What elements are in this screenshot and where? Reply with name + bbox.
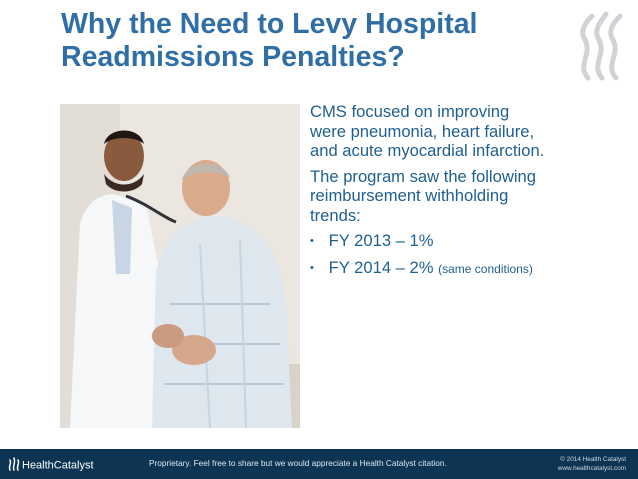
bullet-dot-icon: •: [310, 261, 314, 274]
paragraph-line: The program saw the following: [310, 166, 536, 186]
footer-citation-note: Proprietary. Feel free to share but we would appreciate a Health Catalyst citation.: [149, 458, 447, 468]
bullet-text: FY 2014 – 2%: [328, 257, 434, 277]
bullet-note: (same conditions): [438, 261, 533, 276]
bullet-dot-icon: •: [310, 235, 314, 247]
footer-flame-icon: [8, 457, 20, 474]
bullet-text: FY 2013 – 1%: [328, 231, 434, 250]
paragraph-line: trends:: [310, 205, 361, 225]
copyright-text: © 2014 Health Catalyst: [560, 456, 626, 463]
paragraph-line: were pneumonia, heart failure,: [310, 121, 535, 141]
doctor-patient-photo: [60, 104, 300, 428]
slide-title: [61, 8, 581, 74]
bullet-fy2014: [310, 258, 630, 280]
paragraph-cms-focus: [310, 102, 630, 161]
flame-logo-icon: [572, 8, 630, 82]
footer-bar: [0, 449, 638, 479]
paragraph-line: CMS focused on improving: [310, 102, 510, 121]
footer-logo[interactable]: [8, 457, 94, 474]
paragraph-line: and acute myocardial infarction.: [310, 141, 545, 160]
paragraph-program-trends: [310, 167, 630, 226]
website-link[interactable]: www.healthcatalyst.com: [557, 465, 626, 472]
slide-title-line-2: Readmissions Penalties?: [61, 41, 405, 73]
footer-copyright: [558, 455, 626, 473]
bullet-fy2013: [310, 231, 630, 252]
slide-title-line-1: Why the Need to Levy Hospital: [61, 8, 478, 40]
slide-content: [310, 102, 630, 279]
paragraph-line: reimbursement withholding: [310, 186, 509, 205]
footer-logo-text: HealthCatalyst: [22, 459, 94, 472]
